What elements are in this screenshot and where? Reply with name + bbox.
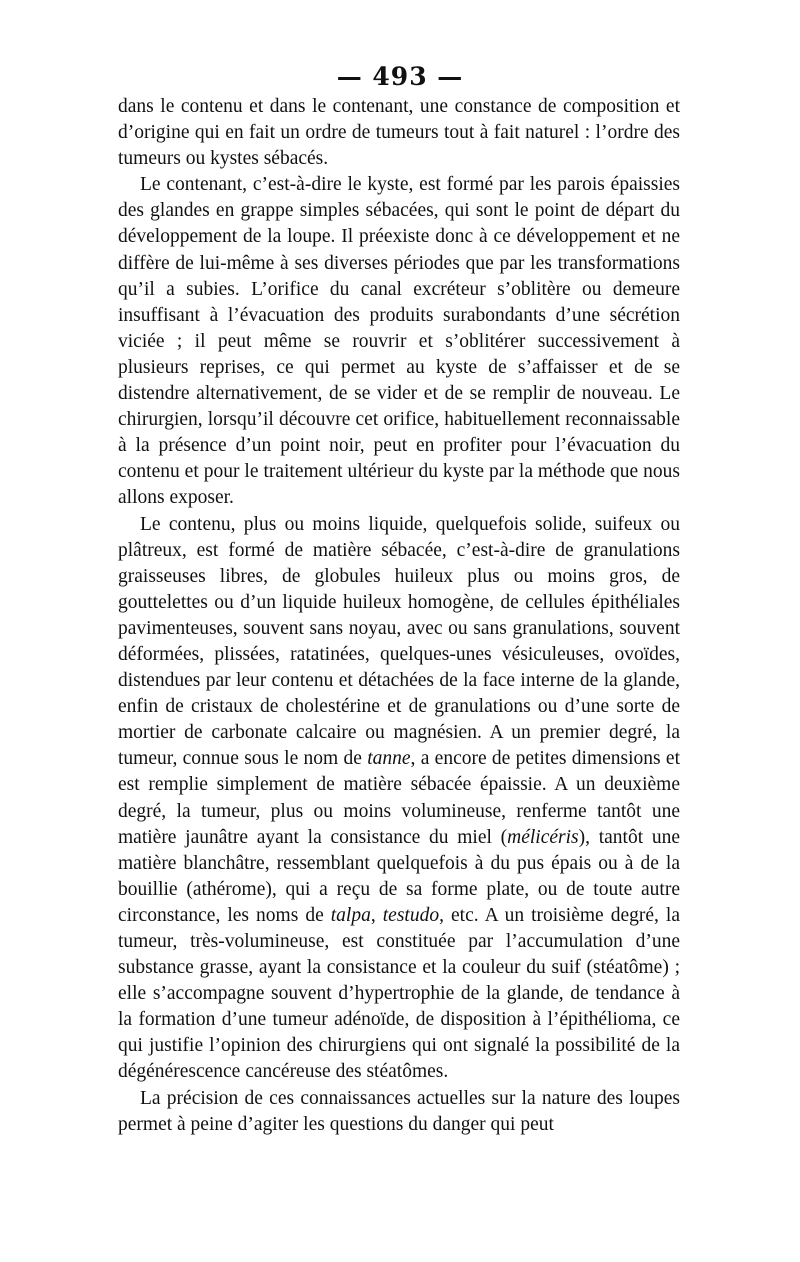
italic-term: talpa — [330, 904, 371, 926]
page-number: — 493 — — [336, 62, 464, 91]
text-segment: ), tantôt une matière blanchâtre, ressemblant quelquefois à du pus épais ou à de la bouillie (athérome), qui a reçu de sa forme plate, ou de toute autre circonstance, les noms de — [118, 826, 680, 926]
text-segment: La précision de ces connaissances actuelles sur la nature des loupes permet à peine d’agiter les questions du danger qui peut — [118, 1087, 680, 1135]
body-text — [118, 94, 680, 1138]
paragraph — [118, 94, 680, 172]
paragraph — [118, 512, 680, 1086]
text-segment: , — [370, 904, 383, 926]
text-segment: Le contenant, c’est-à-dire le kyste, est formé par les parois épaissies des glandes en grappe simples sébacées, qui sont le point de départ du développement de la loupe. Il préexiste donc à ce développement et ne diffère de lui-même à ses diverses périodes que par les transformations qu’il a subies. L’orifice du canal excréteur s’oblitère ou demeure insuffisant à l’évacuation des produits surabondants d’une sécrétion viciée ; il peut même se rouvrir et s’oblitérer successivement à plusieurs reprises, ce qui permet au kyste de s’affaisser et de se distendre alternativement, de se vider et de se remplir de nouveau. Le chirurgien, lorsqu’il découvre cet orifice, habituellement reconnaissable à la présence d’un point noir, peut en profiter pour l’évacuation du contenu et pour le traitement ultérieur du kyste par la méthode que nous allons exposer. — [118, 174, 680, 509]
italic-term: tanne — [367, 748, 411, 770]
italic-term: mélicéris — [507, 826, 579, 848]
text-segment: dans le contenu et dans le contenant, une constance de composition et d’origine qui en fait un ordre de tumeurs tout à fait naturel : l’ordre des tumeurs ou kystes sébacés. — [118, 96, 680, 170]
paragraph — [118, 1086, 680, 1138]
text-segment: Le contenu, plus ou moins liquide, quelquefois solide, suifeux ou plâtreux, est formé de matière sébacée, c’est-à-dire de granulations graisseuses libres, de globules huileux plus ou moins gros, de gouttelettes ou d’un liquide huileux homogène, de cellules épithéliales pavimenteuses, souvent sans noyau, avec ou sans granulations, souvent déformées, plissées, ratatinées, quelques-unes vésiculeuses, ovoïdes, distendues par leur contenu et détachées de la face interne de la glande, enfin de cristaux de cholestérine et de granulations ou d’une sorte de mortier de carbonate calcaire ou magnésien. A un premier degré, la tumeur, connue sous le nom de — [118, 513, 680, 770]
text-segment: , a encore de petites dimensions et est remplie simplement de matière sébacée épaissie. A un deuxième degré, la tumeur, plus ou moins volumineuse, renferme tantôt une matière jaunâtre ayant la consistance du miel ( — [118, 748, 680, 848]
italic-term: testudo — [382, 904, 440, 926]
paragraph — [118, 172, 680, 511]
text-segment: , etc. A un troisième degré, la tumeur, très-volumineuse, est constituée par l’accumulation d’une substance grasse, ayant la consistance et la couleur du suif (stéatôme) ; elle s’accompagne souvent d’hypertrophie de la glande, de tendance à la formation d’une tumeur adénoïde, de disposition à l’épithélioma, ce qui justifie l’opinion des chirurgiens qui ont signalé la possibilité de la dégénérescence cancéreuse des stéatômes. — [118, 904, 681, 1083]
